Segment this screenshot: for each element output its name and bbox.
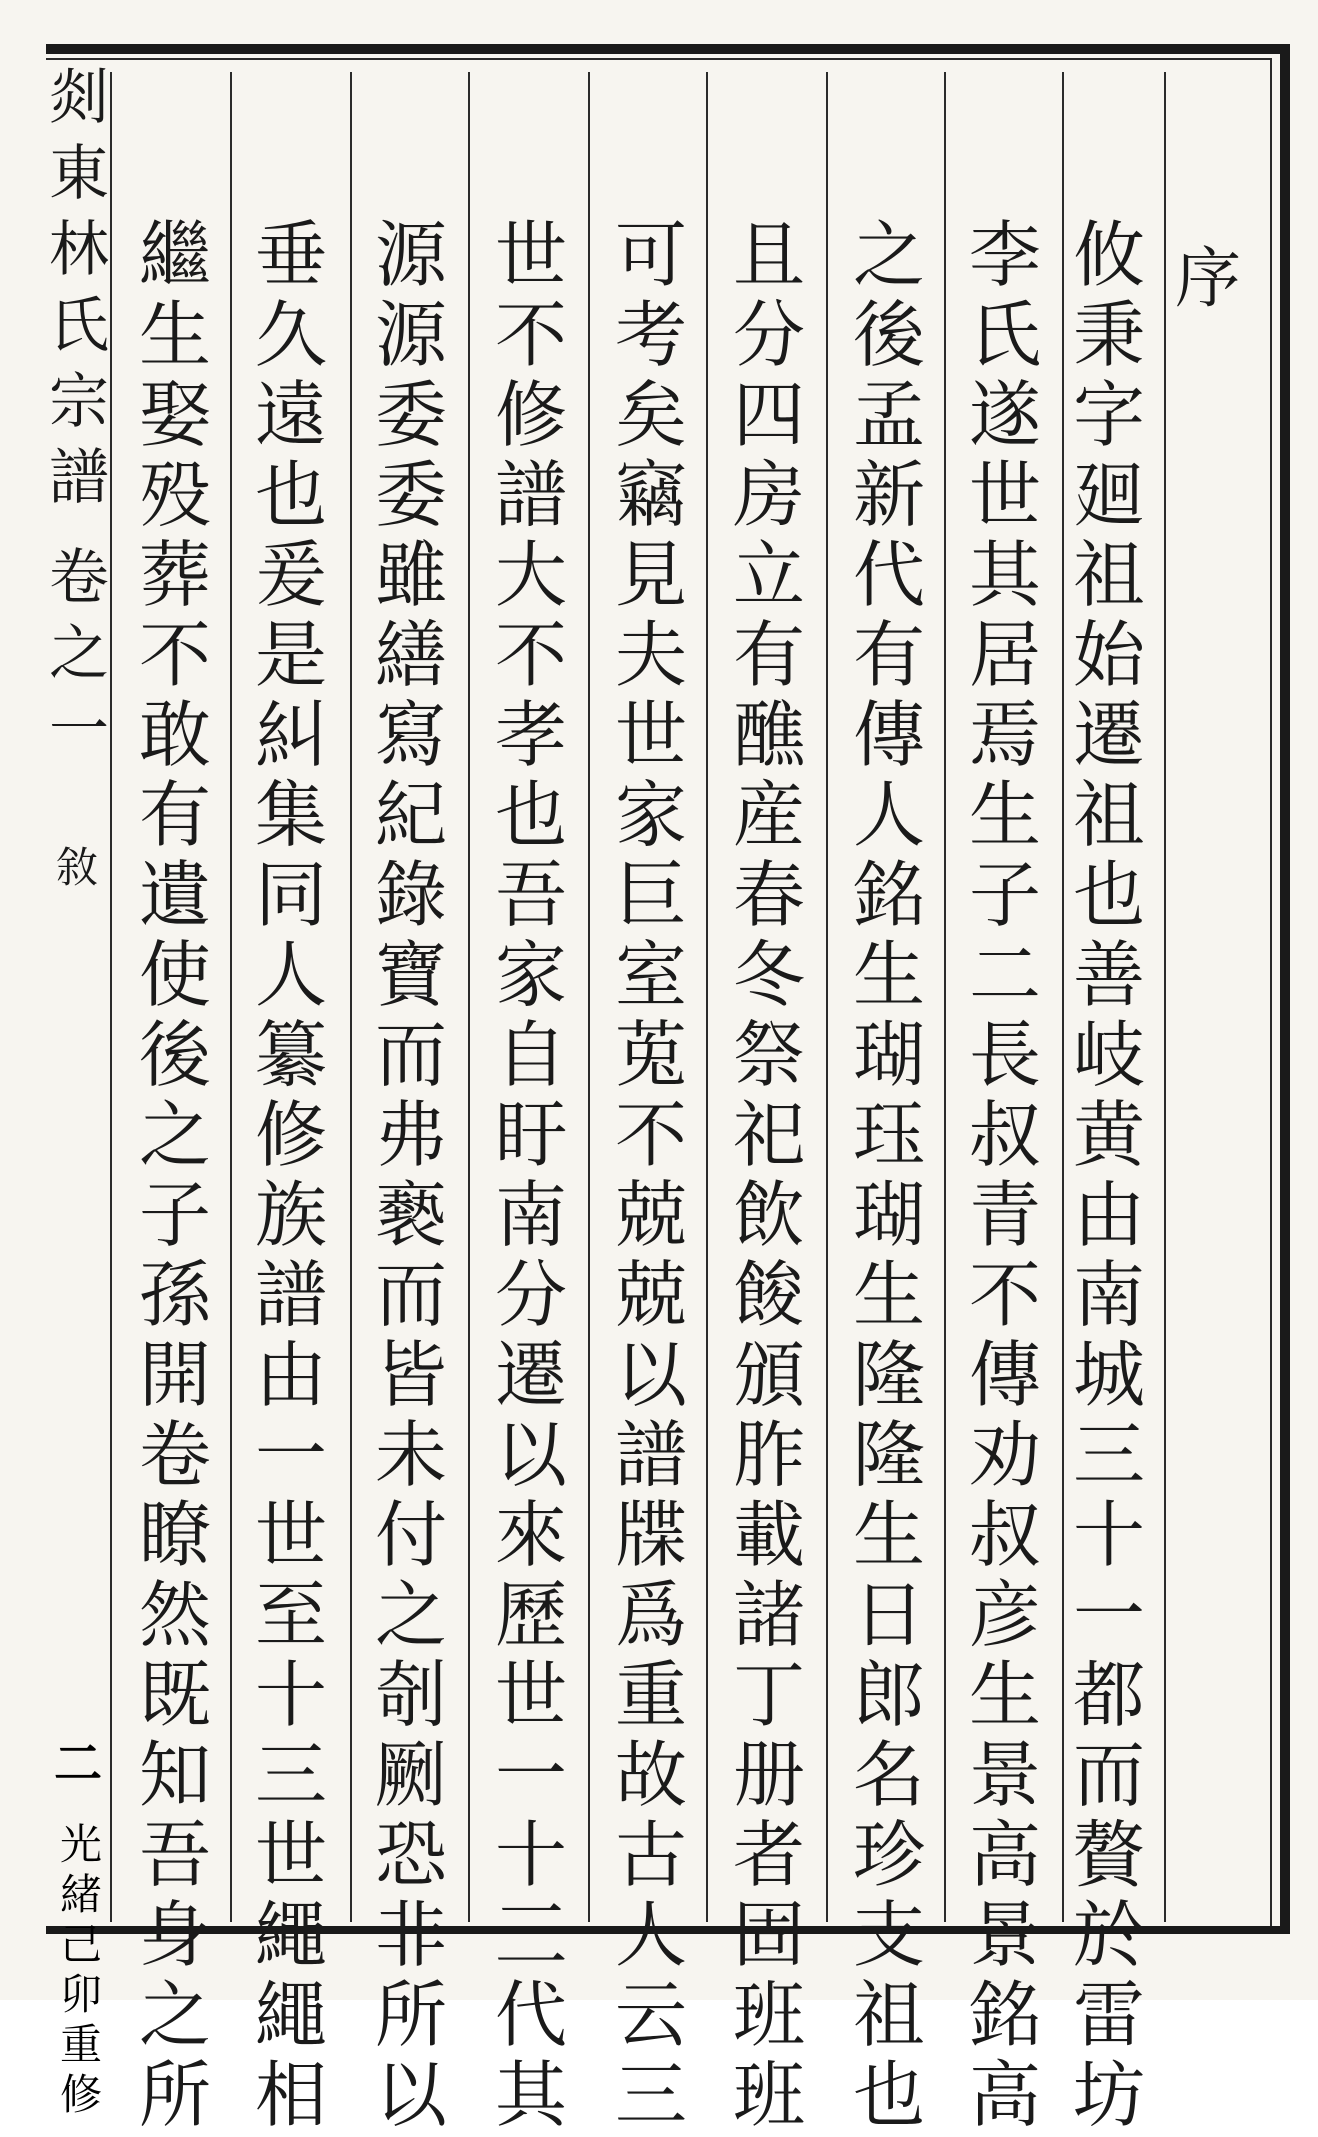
glyph: 娶 <box>138 373 211 457</box>
glyph: 云 <box>614 1973 687 2057</box>
glyph: 李 <box>968 213 1041 297</box>
glyph: 有 <box>138 773 211 857</box>
glyph: 遷 <box>1072 693 1145 777</box>
glyph: 生 <box>138 293 211 377</box>
glyph: 剞 <box>374 1653 447 1737</box>
glyph: 同 <box>254 853 327 937</box>
glyph: 也 <box>254 453 327 537</box>
glyph: 遷 <box>494 1333 567 1417</box>
glyph: 祭 <box>732 1013 805 1097</box>
glyph: 長 <box>968 1013 1041 1097</box>
glyph: 兢 <box>614 1173 687 1257</box>
glyph: 繩 <box>254 1973 327 2057</box>
glyph: 族 <box>254 1173 327 1257</box>
glyph: 其 <box>494 2053 567 2137</box>
glyph: 而 <box>1072 1733 1145 1817</box>
glyph: 遠 <box>254 373 327 457</box>
column-divider <box>1164 72 1166 1922</box>
glyph: 二 <box>968 933 1041 1017</box>
glyph: 委 <box>374 373 447 457</box>
glyph: 緒 <box>59 1870 102 1919</box>
glyph: 氏 <box>968 293 1041 377</box>
glyph: 郎 <box>852 1653 925 1737</box>
glyph: 雖 <box>374 533 447 617</box>
glyph: 丁 <box>732 1653 805 1737</box>
glyph: 有 <box>852 613 925 697</box>
glyph: 集 <box>254 773 327 857</box>
glyph: 立 <box>732 533 805 617</box>
glyph: 一 <box>49 695 109 765</box>
glyph: 銘 <box>968 1973 1041 2057</box>
glyph: 見 <box>614 533 687 617</box>
glyph: 之 <box>374 1573 447 1657</box>
glyph: 錄 <box>374 853 447 937</box>
glyph: 祀 <box>732 1093 805 1177</box>
glyph: 遂 <box>968 373 1041 457</box>
glyph: 東 <box>49 139 109 209</box>
glyph: 也 <box>1072 853 1145 937</box>
text-column-1 <box>1054 215 1164 2135</box>
glyph: 頒 <box>732 1333 805 1417</box>
glyph: 景 <box>968 1733 1041 1817</box>
text-column-7 <box>356 215 466 2135</box>
text-column-8 <box>236 215 346 2135</box>
glyph: 林 <box>49 215 109 285</box>
glyph: 代 <box>494 1973 567 2057</box>
glyph: 孟 <box>852 373 925 457</box>
column-divider <box>706 72 708 1922</box>
glyph: 由 <box>254 1333 327 1417</box>
glyph: 廻 <box>1072 453 1145 537</box>
glyph: 而 <box>374 1253 447 1337</box>
glyph: 吾 <box>494 853 567 937</box>
glyph: 世 <box>494 1653 567 1737</box>
glyph: 夫 <box>614 613 687 697</box>
glyph: 爰 <box>254 533 327 617</box>
glyph: 世 <box>614 693 687 777</box>
glyph: 孫 <box>138 1253 211 1337</box>
glyph: 傳 <box>968 1333 1041 1417</box>
text-column-9 <box>120 215 230 2135</box>
margin-volume <box>48 540 110 768</box>
glyph: 有 <box>732 613 805 697</box>
glyph: 巨 <box>614 853 687 937</box>
glyph: 弗 <box>374 1093 447 1177</box>
glyph: 家 <box>494 933 567 1017</box>
margin-book-title <box>48 60 110 516</box>
glyph: 瑚 <box>852 1013 925 1097</box>
glyph: 不 <box>614 1093 687 1177</box>
glyph: 糾 <box>254 693 327 777</box>
glyph: 相 <box>254 2053 327 2137</box>
glyph: 可 <box>614 213 687 297</box>
glyph: 高 <box>968 2053 1041 2137</box>
glyph: 三 <box>494 1893 567 1977</box>
glyph: 寶 <box>374 933 447 1017</box>
glyph: 瞭 <box>138 1493 211 1577</box>
glyph: 葬 <box>138 533 211 617</box>
glyph: 遺 <box>138 853 211 937</box>
glyph: 敢 <box>138 693 211 777</box>
glyph: 祖 <box>852 1973 925 2057</box>
glyph: 故 <box>614 1733 687 1817</box>
glyph: 十 <box>1072 1493 1145 1577</box>
glyph: 所 <box>374 1973 447 2057</box>
glyph: 也 <box>494 773 567 857</box>
glyph: 傳 <box>852 693 925 777</box>
glyph: 剡 <box>49 63 109 133</box>
glyph: 飲 <box>732 1173 805 1257</box>
glyph: 三 <box>1072 1413 1145 1497</box>
glyph: 重 <box>614 1653 687 1737</box>
glyph: 劂 <box>374 1733 447 1817</box>
text-column-3 <box>834 215 944 2135</box>
glyph: 寫 <box>374 693 447 777</box>
glyph: 爲 <box>614 1573 687 1657</box>
glyph: 始 <box>1072 613 1145 697</box>
glyph: 譜 <box>254 1253 327 1337</box>
glyph: 代 <box>852 533 925 617</box>
glyph: 修 <box>254 1093 327 1177</box>
glyph: 莵 <box>614 1013 687 1097</box>
glyph: 知 <box>138 1733 211 1817</box>
glyph: 光 <box>59 1820 102 1869</box>
glyph: 叔 <box>968 1093 1041 1177</box>
glyph: 南 <box>494 1173 567 1257</box>
glyph: 褻 <box>374 1173 447 1257</box>
glyph: 恐 <box>374 1813 447 1897</box>
glyph: 分 <box>732 293 805 377</box>
glyph: 一 <box>494 1733 567 1817</box>
glyph: 由 <box>1072 1173 1145 1257</box>
text-column-5 <box>596 215 706 2135</box>
glyph: 以 <box>374 2053 447 2137</box>
text-column-4 <box>714 215 824 2135</box>
glyph: 世 <box>968 453 1041 537</box>
glyph: 非 <box>374 1893 447 1977</box>
glyph: 付 <box>374 1493 447 1577</box>
glyph: 竊 <box>614 453 687 537</box>
glyph: 日 <box>852 1573 925 1657</box>
margin-page-number <box>48 1736 108 1792</box>
glyph: 分 <box>494 1253 567 1337</box>
section-heading: 序 <box>1175 240 1241 317</box>
glyph: 新 <box>852 453 925 537</box>
glyph: 生 <box>968 773 1041 857</box>
glyph: 祖 <box>1072 533 1145 617</box>
glyph: 之 <box>138 1093 211 1177</box>
glyph: 都 <box>1072 1653 1145 1737</box>
glyph: 身 <box>138 1893 211 1977</box>
glyph: 者 <box>732 1813 805 1897</box>
glyph: 人 <box>614 1893 687 1977</box>
glyph: 皆 <box>374 1333 447 1417</box>
glyph: 古 <box>614 1813 687 1897</box>
glyph: 孝 <box>494 693 567 777</box>
glyph: 而 <box>374 1013 447 1097</box>
glyph: 繕 <box>374 613 447 697</box>
glyph: 卷 <box>49 543 109 613</box>
glyph: 是 <box>254 613 327 697</box>
glyph: 不 <box>968 1253 1041 1337</box>
glyph: 醮 <box>732 693 805 777</box>
glyph: 子 <box>968 853 1041 937</box>
glyph: 矣 <box>614 373 687 457</box>
glyph: 委 <box>374 453 447 537</box>
glyph: 來 <box>494 1493 567 1577</box>
glyph: 纂 <box>254 1013 327 1097</box>
glyph: 後 <box>138 1013 211 1097</box>
glyph: 殁 <box>138 453 211 537</box>
glyph: 宗 <box>49 367 109 437</box>
glyph: 秉 <box>1072 293 1145 377</box>
glyph: 譜 <box>49 443 109 513</box>
glyph: 生 <box>968 1653 1041 1737</box>
glyph: 高 <box>968 1813 1041 1897</box>
glyph: 其 <box>968 533 1041 617</box>
column-divider <box>230 72 232 1922</box>
margin-edition <box>58 1820 104 2120</box>
glyph: 春 <box>732 853 805 937</box>
glyph: 以 <box>614 1333 687 1417</box>
glyph: 也 <box>852 2053 925 2137</box>
glyph: 譜 <box>494 453 567 537</box>
glyph: 隆 <box>852 1333 925 1417</box>
glyph: 自 <box>494 1013 567 1097</box>
column-divider <box>350 72 352 1922</box>
glyph: 源 <box>374 213 447 297</box>
glyph: 人 <box>254 933 327 1017</box>
glyph: 家 <box>614 773 687 857</box>
glyph: 卷 <box>138 1413 211 1497</box>
glyph: 十 <box>254 1653 327 1737</box>
glyph: 三 <box>614 2053 687 2137</box>
glyph: 黄 <box>1072 1093 1145 1177</box>
glyph: 生 <box>852 933 925 1017</box>
glyph: 四 <box>732 373 805 457</box>
glyph: 不 <box>494 293 567 377</box>
glyph: 之 <box>852 213 925 297</box>
glyph: 祖 <box>1072 773 1145 857</box>
glyph: 珏 <box>852 1093 925 1177</box>
glyph: 載 <box>732 1493 805 1577</box>
glyph: 班 <box>732 1973 805 2057</box>
glyph: 譜 <box>614 1413 687 1497</box>
column-divider <box>110 72 112 1922</box>
glyph: 彦 <box>968 1573 1041 1657</box>
glyph: 二 <box>53 1736 102 1792</box>
glyph: 生 <box>852 1493 925 1577</box>
margin-section-label: 敘 <box>56 843 99 892</box>
glyph: 考 <box>614 293 687 377</box>
glyph: 氏 <box>49 291 109 361</box>
glyph: 所 <box>138 2053 211 2137</box>
glyph: 景 <box>968 1893 1041 1977</box>
column-divider <box>468 72 470 1922</box>
text-column-2 <box>950 215 1060 2135</box>
glyph: 餕 <box>732 1253 805 1337</box>
text-column-6 <box>476 215 586 2135</box>
glyph: 牒 <box>614 1493 687 1577</box>
glyph: 重 <box>59 2020 102 2069</box>
glyph: 未 <box>374 1413 447 1497</box>
glyph: 之 <box>49 619 109 689</box>
glyph: 一 <box>254 1413 327 1497</box>
glyph: 居 <box>968 613 1041 697</box>
glyph: 青 <box>968 1173 1041 1257</box>
glyph: 吾 <box>138 1813 211 1897</box>
glyph: 名 <box>852 1733 925 1817</box>
glyph: 然 <box>138 1573 211 1657</box>
glyph: 修 <box>59 2070 102 2119</box>
glyph: 世 <box>254 1813 327 1897</box>
glyph: 焉 <box>968 693 1041 777</box>
glyph: 珍 <box>852 1813 925 1897</box>
glyph: 盱 <box>494 1093 567 1177</box>
glyph: 使 <box>138 933 211 1017</box>
glyph: 於 <box>1072 1893 1145 1977</box>
glyph: 諸 <box>732 1573 805 1657</box>
glyph: 世 <box>254 1493 327 1577</box>
glyph: 善 <box>1072 933 1145 1017</box>
glyph: 子 <box>138 1173 211 1257</box>
glyph: 兢 <box>614 1253 687 1337</box>
glyph: 册 <box>732 1733 805 1817</box>
column-divider <box>944 72 946 1922</box>
glyph: 班 <box>732 2053 805 2137</box>
glyph: 不 <box>138 613 211 697</box>
glyph: 繩 <box>254 1893 327 1977</box>
glyph: 卯 <box>59 1970 102 2019</box>
glyph: 叔 <box>968 1493 1041 1577</box>
glyph: 修 <box>494 373 567 457</box>
glyph: 世 <box>494 213 567 297</box>
glyph: 胙 <box>732 1413 805 1497</box>
glyph: 銘 <box>852 853 925 937</box>
glyph: 城 <box>1072 1333 1145 1417</box>
glyph: 歷 <box>494 1573 567 1657</box>
glyph: 既 <box>138 1653 211 1737</box>
glyph: 支 <box>852 1893 925 1977</box>
glyph: 不 <box>494 613 567 697</box>
column-divider <box>826 72 828 1922</box>
glyph: 大 <box>494 533 567 617</box>
glyph: 固 <box>732 1893 805 1977</box>
glyph: 久 <box>254 293 327 377</box>
glyph: 南 <box>1072 1253 1145 1337</box>
glyph: 源 <box>374 293 447 377</box>
column-divider <box>588 72 590 1922</box>
glyph: 繼 <box>138 213 211 297</box>
glyph: 三 <box>254 1733 327 1817</box>
glyph: 以 <box>494 1413 567 1497</box>
glyph: 冬 <box>732 933 805 1017</box>
glyph: 劝 <box>968 1413 1041 1497</box>
glyph: 岐 <box>1072 1013 1145 1097</box>
glyph: 瑚 <box>852 1173 925 1257</box>
glyph: 一 <box>1072 1573 1145 1657</box>
glyph: 開 <box>138 1333 211 1417</box>
glyph: 至 <box>254 1573 327 1657</box>
glyph: 十 <box>494 1813 567 1897</box>
glyph: 隆 <box>852 1413 925 1497</box>
glyph: 紀 <box>374 773 447 857</box>
glyph: 且 <box>732 213 805 297</box>
glyph: 攸 <box>1072 213 1145 297</box>
glyph: 雷 <box>1072 1973 1145 2057</box>
glyph: 室 <box>614 933 687 1017</box>
glyph: 人 <box>852 773 925 857</box>
glyph: 産 <box>732 773 805 857</box>
glyph: 生 <box>852 1253 925 1337</box>
glyph: 贅 <box>1072 1813 1145 1897</box>
glyph: 後 <box>852 293 925 377</box>
glyph: 坊 <box>1072 2053 1145 2137</box>
glyph: 字 <box>1072 373 1145 457</box>
glyph: 己 <box>59 1920 102 1969</box>
glyph: 房 <box>732 453 805 537</box>
glyph: 之 <box>138 1973 211 2057</box>
glyph: 垂 <box>254 213 327 297</box>
